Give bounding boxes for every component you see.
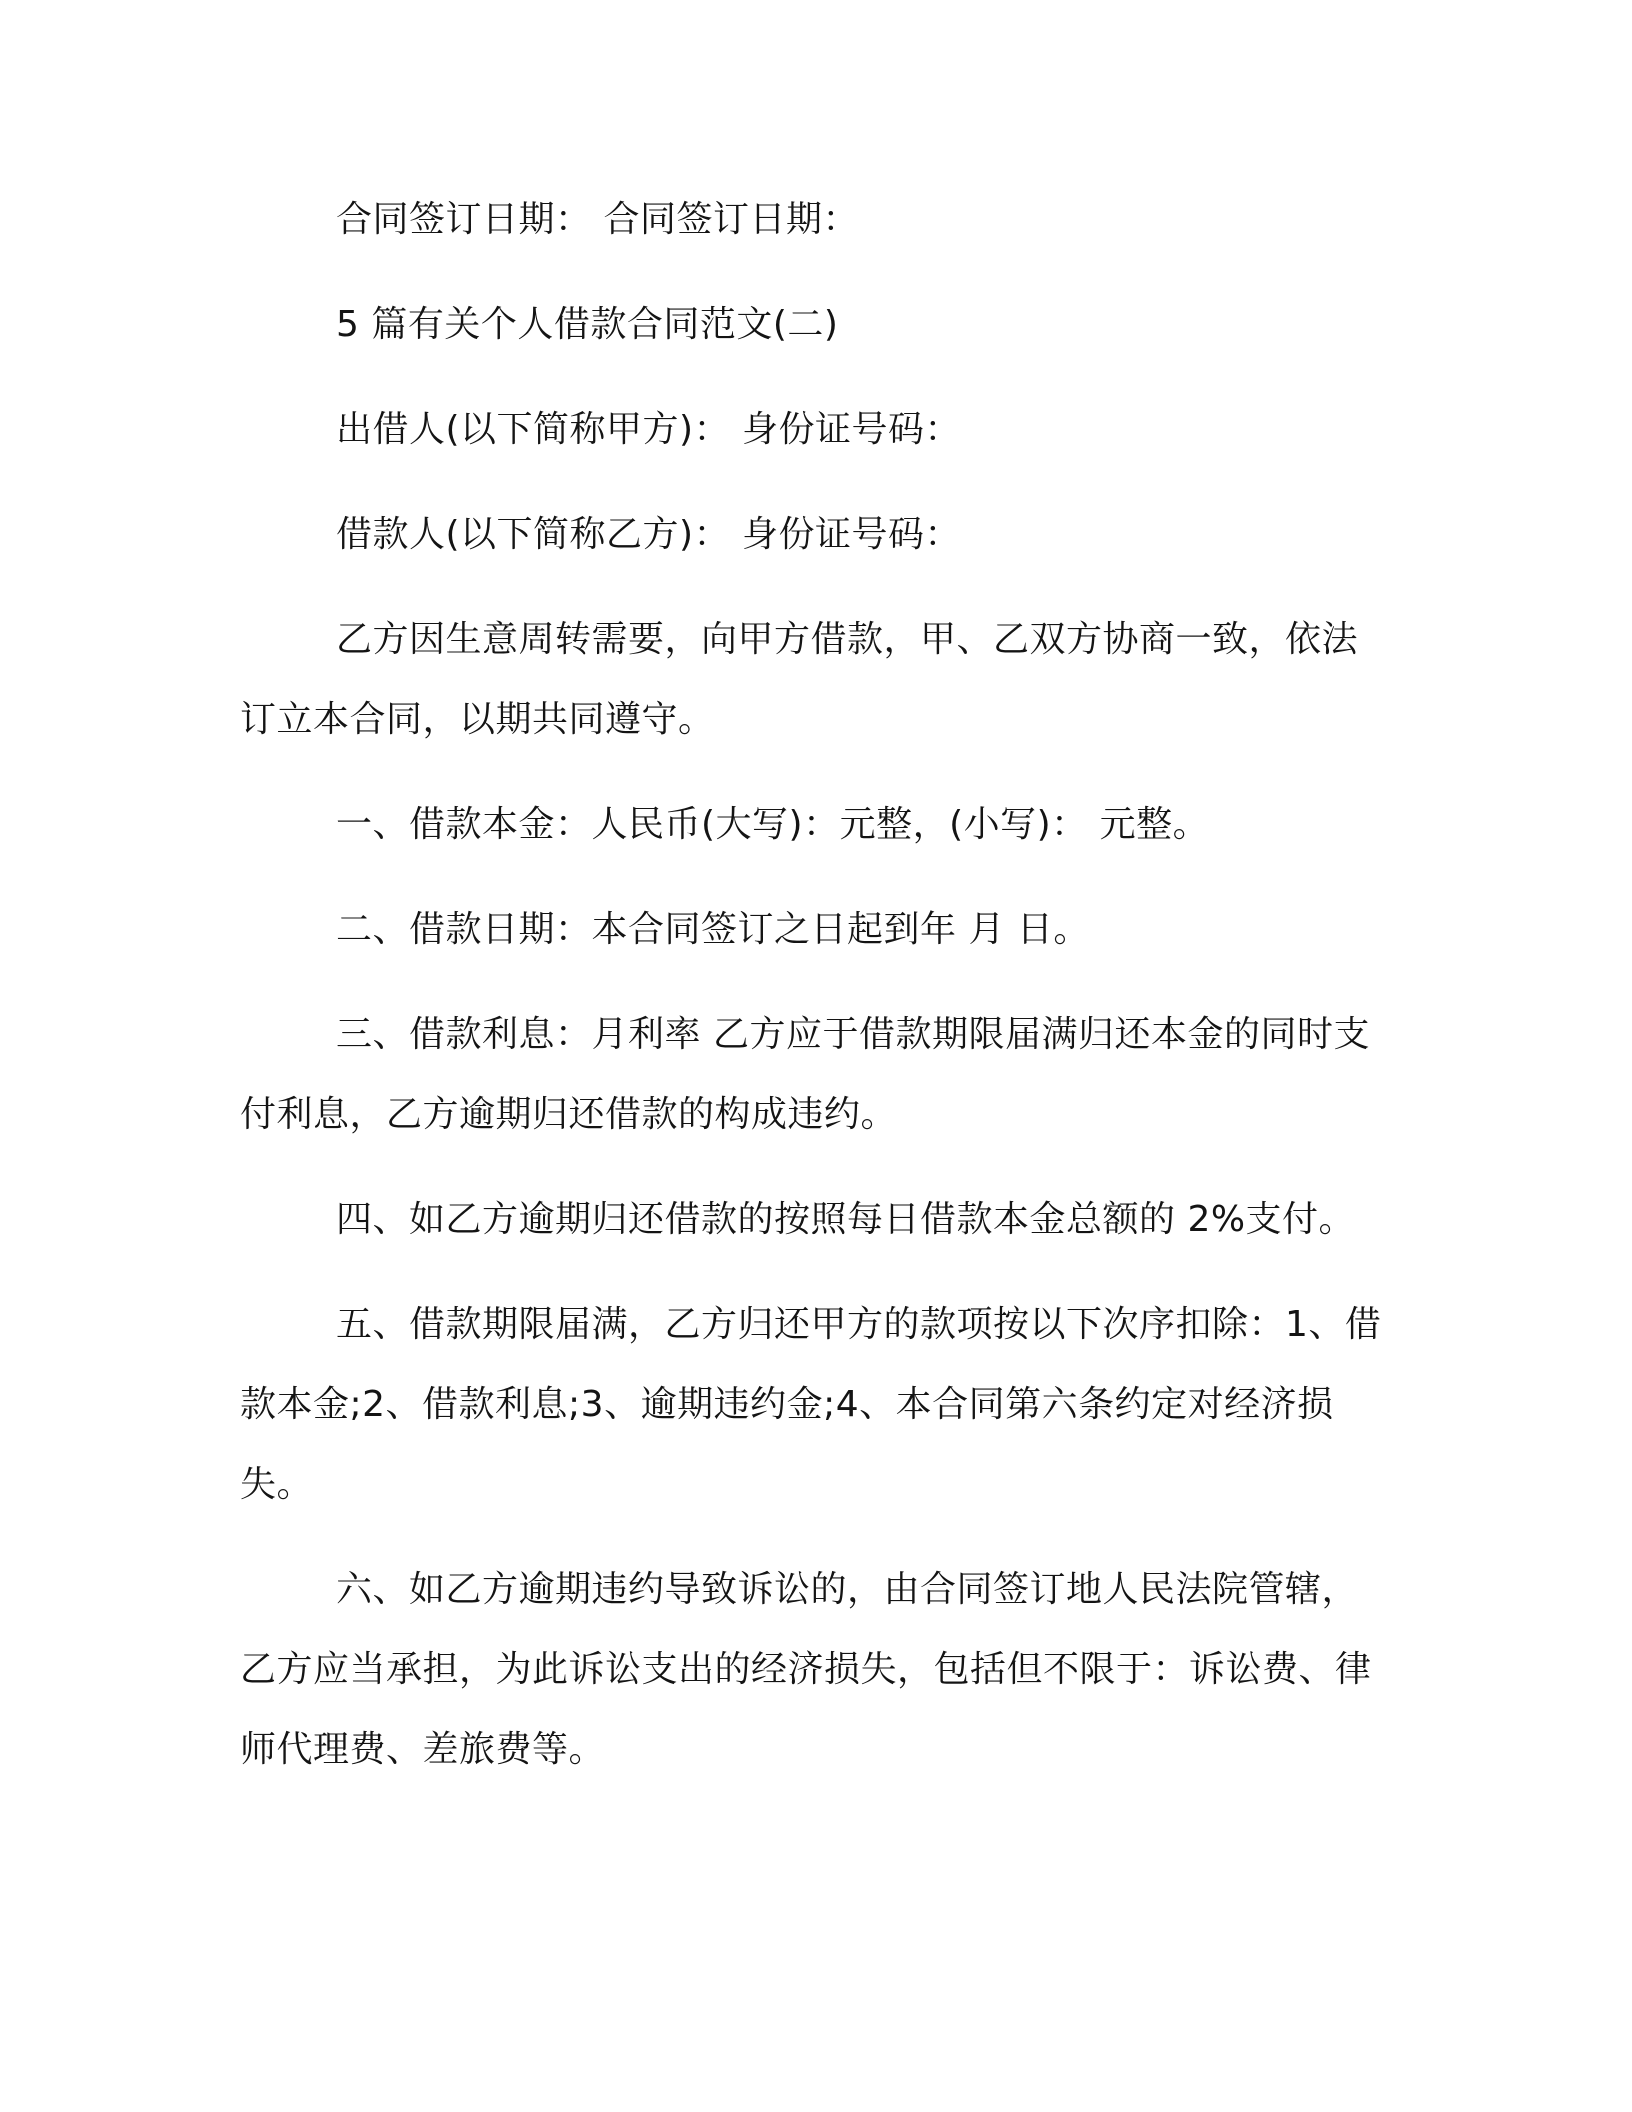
paragraph-preamble: 乙方因生意周转需要，向甲方借款，甲、乙双方协商一致，依法订立本合同，以期共同遵守。 [240,619,1359,740]
paragraph-section-title: 5 篇有关个人借款合同范文(二) [336,304,839,345]
paragraph-borrower: 借款人(以下简称乙方)： 身份证号码： [336,514,962,555]
paragraph-clause-1: 一、借款本金：人民币(大写)：元整，(小写)： 元整。 [336,804,1210,845]
paragraph-clause-3: 三、借款利息：月利率 乙方应于借款期限届满归还本金的同时支付利息，乙方逾期归还借款的构成违约。 [240,1014,1370,1135]
paragraph-clause-5: 五、借款期限届满，乙方归还甲方的款项按以下次序扣除：1、借款本金;2、借款利息;3、逾期违约金;4、本合同第六条约定对经济损失。 [240,1304,1382,1505]
paragraph-signing-date: 合同签订日期： 合同签订日期： [336,199,859,240]
paragraph-clause-6: 六、如乙方逾期违约导致诉讼的，由合同签订地人民法院管辖，乙方应当承担，为此诉讼支出的经济损失，包括但不限于：诉讼费、律师代理费、差旅费等。 [240,1569,1372,1770]
paragraph-lender: 出借人(以下简称甲方)： 身份证号码： [336,409,962,450]
document-body [240,180,1390,1815]
paragraph-clause-2: 二、借款日期：本合同签订之日起到年 月 日。 [336,909,1090,950]
paragraph-clause-4: 四、如乙方逾期归还借款的按照每日借款本金总额的 2%支付。 [336,1199,1356,1240]
